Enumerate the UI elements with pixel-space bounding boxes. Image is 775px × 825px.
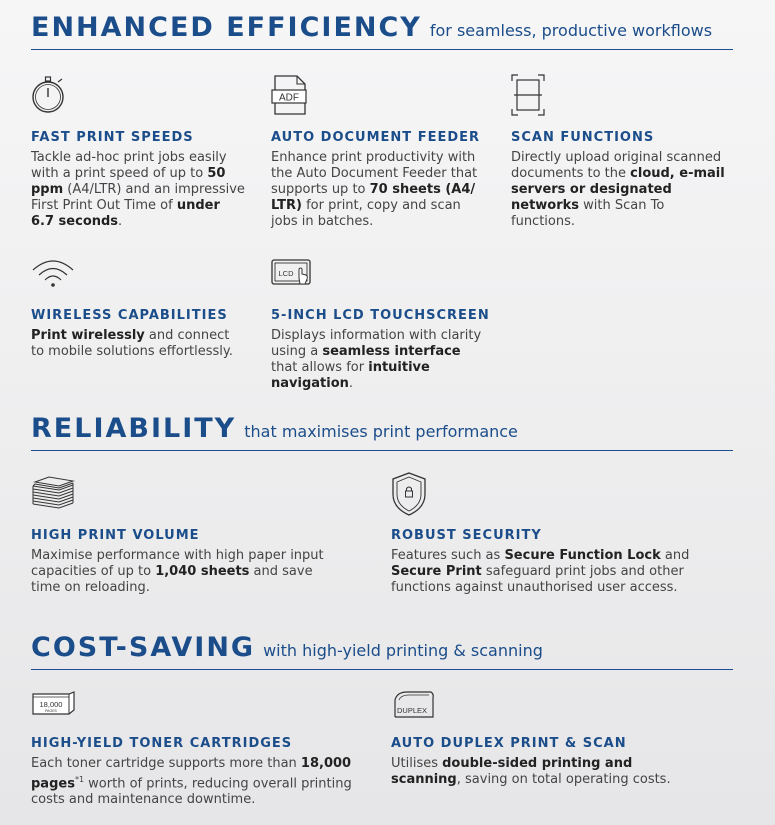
feature-heading: ROBUST SECURITY — [391, 528, 542, 543]
section-subtitle: that maximises print performance — [244, 422, 518, 441]
feature-robust-security — [391, 472, 691, 596]
feature-heading: HIGH-YIELD TONER CARTRIDGES — [31, 736, 293, 751]
toner-icon-sublabel: PAGES — [45, 709, 57, 713]
feature-body — [271, 328, 486, 392]
body-text: Each toner cartridge supports more than — [31, 756, 301, 771]
feature-body — [31, 150, 246, 230]
body-text: with Scan To functions. — [511, 198, 665, 229]
feature-auto-document-feeder — [271, 74, 486, 230]
feature-heading: SCAN FUNCTIONS — [511, 130, 655, 145]
feature-high-print-volume — [31, 474, 341, 596]
body-text: that allows for — [271, 360, 369, 375]
body-text: Utilises — [391, 756, 443, 771]
emphasis-text: Secure Print — [391, 564, 482, 579]
body-text: worth of prints, reducing overall printing costs and maintenance downtime. — [31, 776, 352, 808]
feature-body — [31, 548, 341, 596]
emphasis-text: 1,040 sheets — [155, 564, 250, 579]
body-text: and save time on reloading. — [31, 564, 313, 595]
feature-heading: FAST PRINT SPEEDS — [31, 130, 194, 145]
feature-high-yield-toner — [31, 690, 361, 808]
body-text: Enhance print productivity with the Auto Document Feeder that supports up to — [271, 150, 478, 197]
section-title: ENHANCED EFFICIENCY — [31, 12, 422, 43]
feature-body — [31, 328, 246, 360]
emphasis-text: 50 ppm — [31, 166, 226, 197]
cost-saving-section — [31, 632, 733, 670]
reliability-header — [31, 413, 733, 451]
emphasis-text: 70 sheets (A4/ LTR) — [271, 182, 476, 213]
emphasis-text: intuitive navigation — [271, 360, 430, 391]
stopwatch-icon — [31, 74, 71, 116]
toner-cartridge-icon — [31, 690, 77, 720]
emphasis-text: seamless interface — [322, 344, 461, 359]
body-text: and connect to mobile solutions effortlessly. — [31, 328, 233, 359]
emphasis-text: under 6.7 seconds — [31, 198, 220, 229]
emphasis-text: Print wirelessly — [31, 328, 145, 343]
body-text: . — [118, 214, 123, 229]
feature-body — [31, 756, 361, 808]
body-text: Maximise performance with high paper input capacities of up to — [31, 548, 324, 579]
toner-icon-label: 18,000 — [39, 700, 63, 709]
lcd-touchscreen-icon — [271, 256, 315, 288]
section-title: COST-SAVING — [31, 632, 256, 663]
duplex-page-icon — [391, 690, 437, 720]
body-text: Displays information with clarity using a — [271, 328, 482, 359]
feature-body — [271, 150, 486, 230]
footnote-marker: 1 — [78, 775, 85, 784]
feature-body — [391, 548, 691, 596]
body-text: Features such as — [391, 548, 505, 563]
section-subtitle: for seamless, productive workflows — [429, 21, 713, 40]
feature-heading: AUTO DOCUMENT FEEDER — [271, 130, 481, 145]
feature-wireless — [31, 256, 246, 360]
body-text: for print, copy and scan jobs in batches. — [271, 198, 461, 229]
emphasis-text: 18,000 pages — [31, 756, 352, 792]
feature-auto-duplex — [391, 690, 691, 788]
emphasis-text: cloud, e-mail servers or designated networks — [511, 166, 725, 213]
adf-icon-label: ADF — [279, 92, 299, 104]
feature-heading: AUTO DUPLEX PRINT & SCAN — [391, 736, 627, 751]
section-subtitle: with high-yield printing & scanning — [263, 641, 543, 660]
section-title: RELIABILITY — [31, 413, 237, 444]
adf-document-icon — [271, 74, 311, 116]
cost-saving-header — [31, 632, 733, 670]
reliability-section — [31, 413, 733, 451]
feature-heading: WIRELESS CAPABILITIES — [31, 308, 228, 323]
body-text: safeguard print jobs and other functions against unauthorised user access. — [391, 564, 684, 595]
footnote-marker: * — [74, 775, 79, 784]
emphasis-text: Secure Function Lock — [504, 548, 661, 563]
emphasis-text: double-sided printing and scanning — [391, 756, 633, 787]
shield-lock-icon — [391, 472, 431, 516]
body-text: . — [348, 376, 354, 391]
scan-frame-icon — [511, 74, 551, 116]
body-text: Tackle ad-hoc print jobs easily with a print speed of up to — [31, 150, 227, 181]
body-text: Directly upload original scanned documents to the — [511, 150, 722, 181]
wifi-icon — [31, 256, 75, 288]
feature-fast-print — [31, 74, 246, 230]
feature-body — [511, 150, 726, 230]
body-text: , saving on total operating costs. — [456, 772, 671, 787]
feature-heading: 5-INCH LCD TOUCHSCREEN — [271, 308, 490, 323]
lcd-icon-label: LCD — [278, 269, 294, 278]
feature-lcd-touchscreen — [271, 256, 490, 392]
feature-body — [391, 756, 691, 788]
paper-stack-icon — [31, 474, 75, 514]
duplex-icon-label: DUPLEX — [396, 706, 428, 715]
feature-heading: HIGH PRINT VOLUME — [31, 528, 200, 543]
feature-scan-functions — [511, 74, 726, 230]
body-text: (A4/LTR) and an impressive First Print Out Time of — [31, 182, 245, 213]
efficiency-header — [31, 12, 733, 50]
efficiency-section — [31, 12, 733, 50]
body-text: and — [660, 548, 690, 563]
